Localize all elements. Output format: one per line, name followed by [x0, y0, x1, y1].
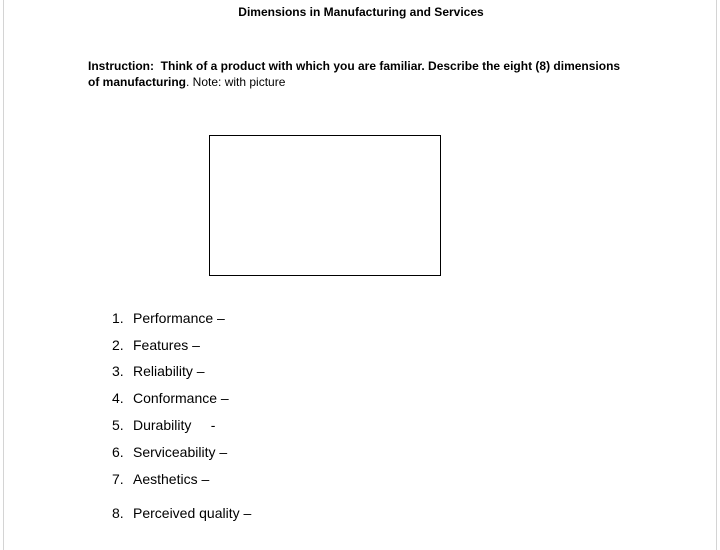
list-item-number: 4. — [112, 390, 124, 406]
list-item-text: Serviceability – — [133, 444, 228, 460]
list-item-number: 2. — [112, 337, 124, 353]
list-item-text: Durability - — [133, 417, 216, 433]
list-item — [112, 389, 229, 407]
page-title: Dimensions in Manufacturing and Services — [238, 5, 484, 19]
list-item-text: Features – — [133, 337, 200, 353]
list-item — [112, 504, 251, 522]
instruction-note: . Note: with picture — [186, 75, 286, 89]
list-item-number: 8. — [112, 505, 124, 521]
document-page — [3, 0, 717, 550]
list-item-text: Perceived quality – — [133, 505, 252, 521]
list-item-text: Conformance – — [133, 390, 229, 406]
list-item-text: Reliability – — [133, 363, 205, 379]
dimensions-list — [4, 0, 718, 550]
list-item — [112, 416, 215, 434]
list-item-number: 6. — [112, 444, 124, 460]
instruction-text: Think of a product with which you are familiar. Describe the eight (8) dimensions of — [88, 59, 621, 89]
list-item-number: 5. — [112, 417, 124, 433]
list-item — [112, 362, 205, 380]
list-item — [112, 336, 200, 354]
list-item-number: 3. — [112, 363, 124, 379]
instruction-label: Instruction: — [88, 59, 154, 73]
list-item-number: 1. — [112, 310, 124, 326]
list-item — [112, 470, 209, 488]
list-item — [112, 309, 225, 327]
list-item-number: 7. — [112, 471, 124, 487]
list-item-text: Aesthetics – — [133, 471, 210, 487]
instruction-text-continued: manufacturing — [102, 75, 187, 89]
list-item — [112, 443, 227, 461]
list-item-text: Performance – — [133, 310, 225, 326]
